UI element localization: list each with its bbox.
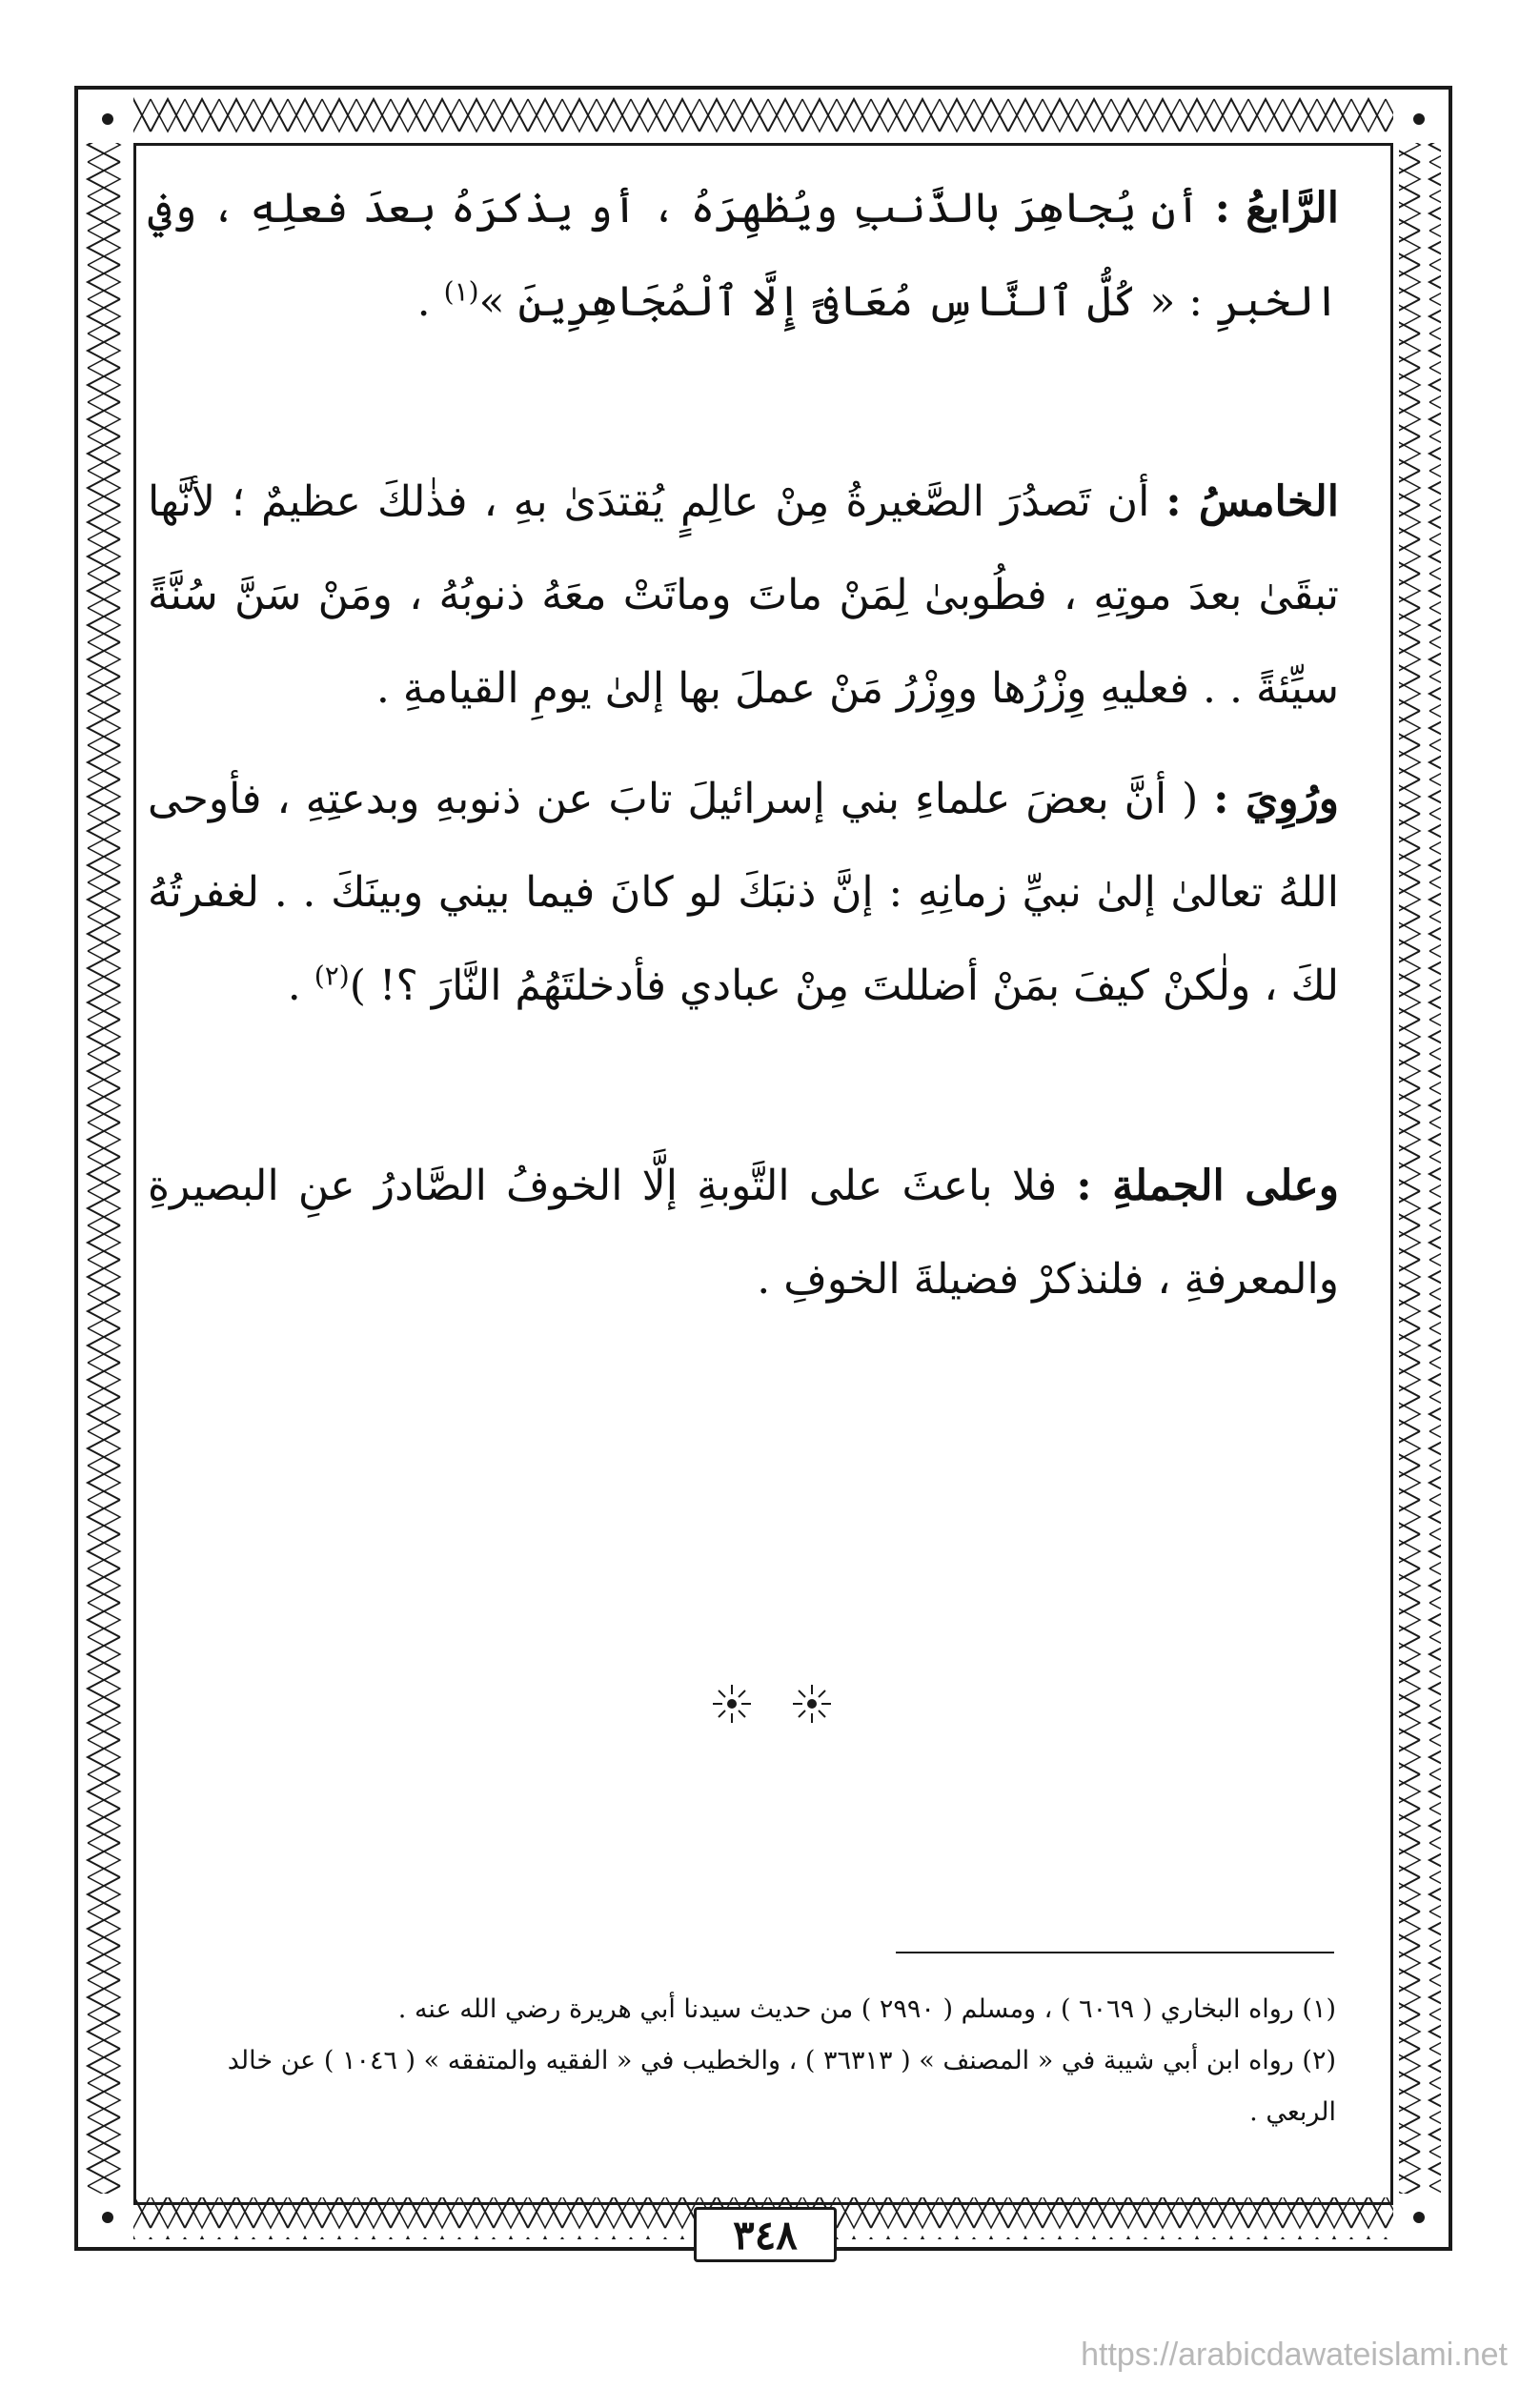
paragraph-text: أن يُجاهِرَ بالذَّنبِ ويُظهِرَهُ ، أو يذكرَهُ بعدَ فعلِهِ ، وفي الخبرِ : « كُلُّ ٱلنَّاسِ مُعَافىً إِلَّا ٱلْمُجَاهِرِينَ » — [148, 184, 1339, 326]
footnote-2: (٢) رواه ابن أبي شيبة في « المصنف » ( ٣٦٣١٣ ) ، والخطيب في « الفقيه والمتفقه » ( ١٠٤٦ ) عن خالد الربعي . — [227, 2046, 1336, 2127]
footnote-1: (١) رواه البخاري ( ٦٠٦٩ ) ، ومسلم ( ٢٩٩٠ ) من حديث سيدنا أبي هريرة رضي الله عنه . — [397, 1994, 1336, 2024]
footnotes — [162, 1984, 1336, 2138]
paragraph-text: فلا باعثَ على التَّوبةِ إلَّا الخوفُ الصَّادرُ عنِ البصيرةِ والمعرفةِ ، فلنذكرْ فضيلةَ الخوفِ . — [148, 1162, 1339, 1304]
paragraph-end: . — [287, 961, 314, 1010]
paragraph-narration — [148, 753, 1339, 1033]
paragraph-lead: وعلى الجملةِ : — [1076, 1162, 1339, 1210]
footnote-divider — [896, 1952, 1334, 1953]
paragraph-lead: ورُوِيَ : — [1213, 775, 1339, 823]
footnote-ref: (١) — [443, 275, 479, 308]
paragraph-text: ( أنَّ بعضَ علماءِ بني إسرائيلَ تابَ عن ذنوبهِ وبدعتِهِ ، فأوحى اللهُ تعالىٰ إلىٰ نبيِّ زمانِهِ : إنَّ ذنبَكَ لو كانَ فيما بيني وبينَكَ . . لغفرتُهُ لكَ ، ولٰكنْ كيفَ بمَنْ أضللتَ مِنْ عبادي فأدخلتَهُمُ النَّارَ ؟! ) — [148, 775, 1339, 1010]
watermark-url: https://arabicdawateislami.net — [1081, 2337, 1508, 2373]
sunburst-ornament-icon — [711, 1683, 753, 1725]
footnote-ref: (٢) — [314, 960, 350, 992]
sunburst-ornament-icon — [791, 1683, 833, 1725]
paragraph-fifth — [148, 455, 1339, 736]
paragraph-lead: الخامسُ : — [1165, 477, 1339, 526]
paragraph-text: أن تَصدُرَ الصَّغيرةُ مِنْ عالِمٍ يُقتدَىٰ بهِ ، فذٰلكَ عظيمٌ ؛ لأنَّها تبقَىٰ بعدَ موتِهِ ، فطُوبىٰ لِمَنْ ماتَ وماتَتْ معَهُ ذنوبُهُ ، ومَنْ سَنَّ سُنَّةً سيِّئةً . . فعليهِ وِزْرُها ووِزْرُ مَنْ عملَ بها إلىٰ يومِ القيامةِ . — [148, 477, 1339, 713]
main-text — [148, 162, 1339, 1326]
paragraph-conclusion — [148, 1140, 1339, 1326]
paragraph-end: . — [416, 277, 444, 326]
paragraph-lead: الرَّابعُ : — [1214, 184, 1339, 233]
paragraph-fourth — [148, 162, 1339, 349]
page-number: ٣٤٨ — [694, 2207, 837, 2262]
section-ornaments — [667, 1675, 877, 1732]
